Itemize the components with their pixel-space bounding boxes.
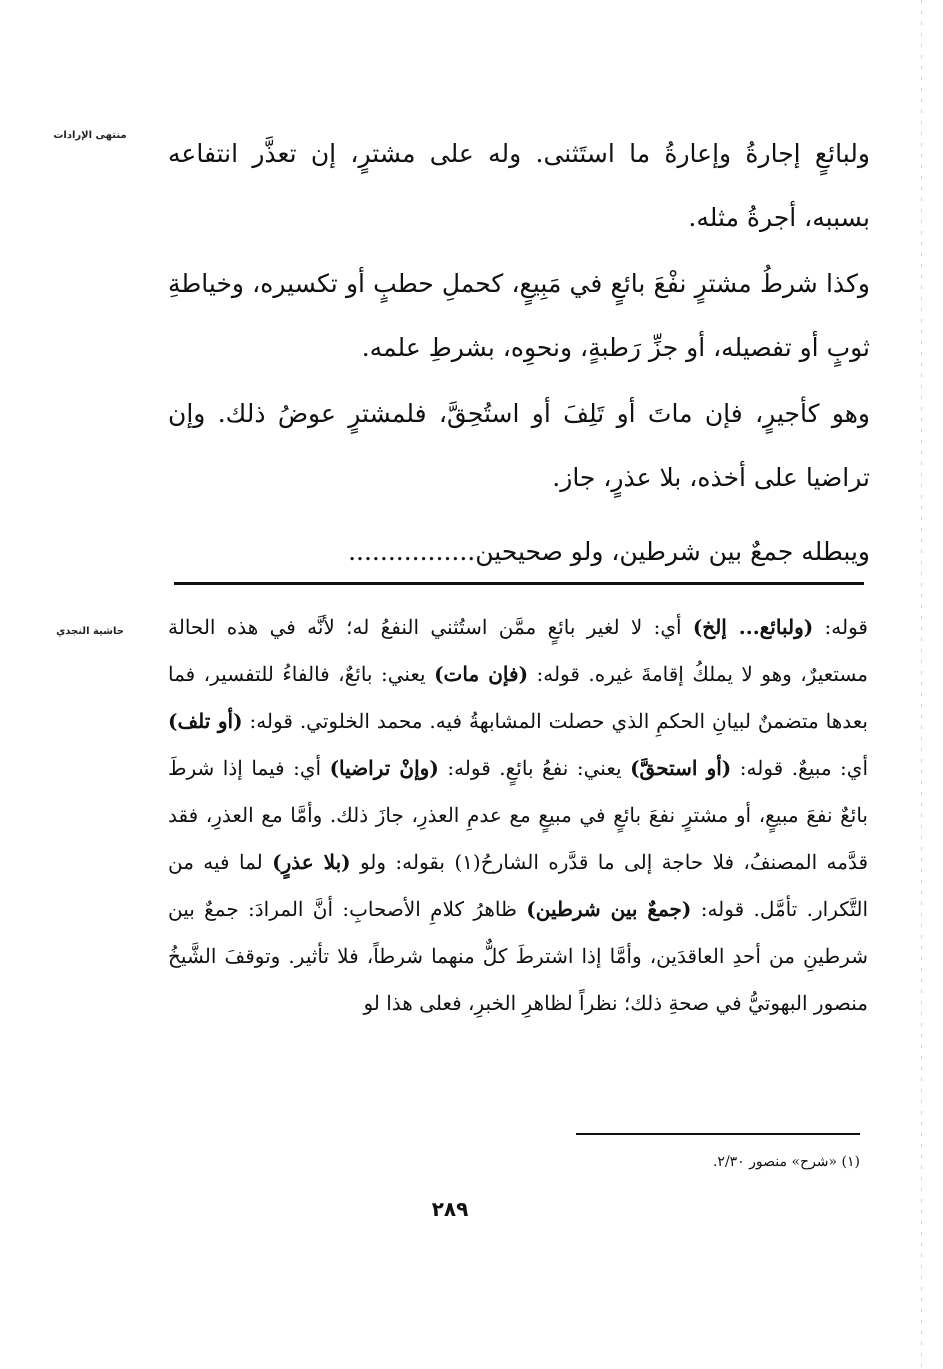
footnote: (١) «شرح» منصور ٢/٣٠. — [712, 1154, 860, 1170]
commentary-text: أي: مبيعٌ. قوله: — [731, 756, 868, 780]
commentary-text: يعني: نفعُ بائعٍ. قوله: — [438, 756, 631, 780]
commentary-block — [168, 604, 868, 1027]
commentary-quoted-term: (فإن مات) — [434, 662, 529, 686]
main-text-paragraph-4 — [168, 520, 870, 584]
commentary-text: يعني: بائعٌ، فالفاءُ للتفسير، فما بعدها متضمنٌ لبيانِ الحكمِ الذي حصلت المشابهةُ فيه. محمد الخلوتي. قوله: — [168, 662, 868, 733]
commentary-text: قوله: — [813, 615, 868, 639]
commentary-text: أي: فيما إذا شرطَ بائعٌ نفعَ مبيعٍ، أو مشترٍ نفعَ بائعٍ في مبيعٍ مع عدمِ العذرِ، جازَ ذلك. وأمَّا مع العذرِ، فقد قدَّمه المصنفُ، فلا حاجة إلى ما قدَّره الشارحُ(١) بقوله: ولو — [168, 756, 869, 874]
main-paragraph-text: وهو كأجيرٍ، فإن ماتَ أو تَلِفَ أو استُحِقَّ، فلمشترٍ عوضُ ذلك. وإن تراضيا على أخذه، بلا عذرٍ، جاز. — [168, 399, 870, 492]
commentary-paragraph — [168, 604, 868, 1027]
footnote-divider — [576, 1133, 860, 1135]
main-paragraph-text: ولبائعٍ إجارةُ وإعارةُ ما استَثنى. وله على مشترٍ، إن تعذَّر انتفاعه بسببه، أجرةُ مثله. — [168, 139, 870, 232]
commentary-text: لما فيه من التَّكرار. تأمَّل. قوله: — [168, 850, 868, 921]
margin-label-commentary: حاشية النجدي — [56, 626, 124, 637]
page-number: ٢٨٩ — [431, 1197, 469, 1221]
scan-edge-artifact — [921, 0, 922, 1369]
commentary-quoted-term: (أو استحقَّ) — [630, 756, 732, 780]
commentary-quoted-term: (ولبائع... إلخ) — [692, 615, 814, 639]
commentary-text: ظاهرُ كلامِ الأصحابِ: أنَّ المرادَ: جمعٌ بين شرطينِ من أحدِ العاقدَين، وأمَّا إذا اشترطَ كلٌّ منهما شرطاً، فلا تأثير. وتوقفَ الشَّيخُ منصور البهوتيُّ في صحةِ ذلك؛ نظراً لظاهرِ الخبرِ، فعلى هذا لو — [168, 897, 868, 1015]
commentary-quoted-term: (بلا عذرٍ) — [272, 850, 351, 874]
commentary-quoted-term: (وإنْ تراضيا) — [329, 756, 439, 780]
main-text-paragraph-2 — [168, 252, 870, 380]
main-paragraph-text: وكذا شرطُ مشترٍ نفْعَ بائعٍ في مَبِيعٍ، كحملِ حطبٍ أو تكسيره، وخياطةِ ثوبٍ أو تفصيله، أو جزِّ رَطبةٍ، ونحوِه، بشرطِ علمه. — [168, 269, 870, 362]
commentary-quoted-term: (أو تلف) — [168, 709, 243, 733]
main-paragraph-text: ويبطله جمعٌ بين شرطين، ولو صحيحين................ — [348, 537, 870, 566]
commentary-quoted-term: (جمعٌ بين شرطين) — [526, 897, 692, 921]
section-divider — [174, 582, 864, 585]
margin-label-main-text: منتهى الإرادات — [53, 130, 127, 141]
main-text-paragraph-3 — [168, 382, 870, 510]
main-text-paragraph-1 — [168, 122, 870, 250]
commentary-text: أي: لا لغير بائعٍ ممَّن استُثني النفعُ له؛ لأنَّه في هذه الحالة مستعيرٌ، وهو لا يملكُ إقامةَ غيره. قوله: — [168, 615, 868, 686]
